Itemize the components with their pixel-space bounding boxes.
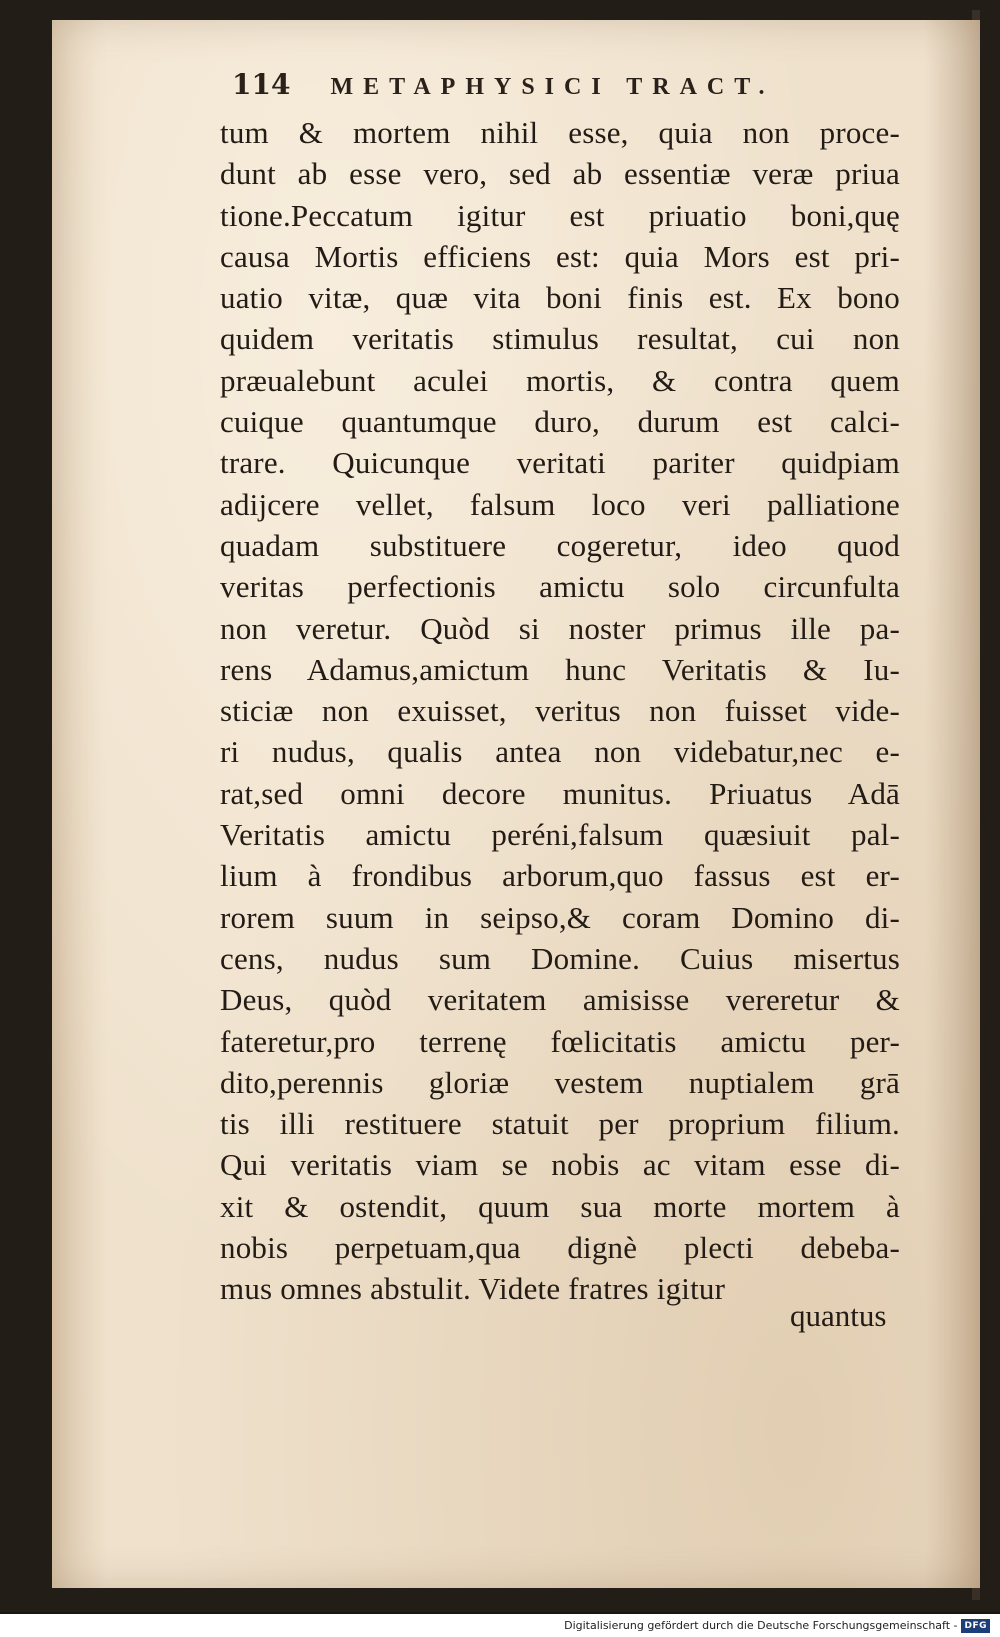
footer-credit-bar bbox=[0, 1614, 1000, 1637]
text-line: adijcere vellet, falsum loco veri palliatione bbox=[220, 486, 900, 522]
text-line: Veritatis amictu peréni,falsum quæsiuit pal- bbox=[220, 817, 900, 853]
text-line: rorem suum in seipso,& coram Domino di- bbox=[220, 899, 900, 935]
text-line: nobis perpetuam,qua dignè plecti debeba- bbox=[220, 1230, 900, 1266]
text-line: tione.Peccatum igitur est priuatio boni,quę bbox=[220, 197, 900, 233]
text-line: ri nudus, qualis antea non videbatur,nec e- bbox=[220, 734, 900, 770]
text-line: dito,perennis gloriæ vestem nuptialem grā bbox=[220, 1064, 900, 1100]
text-line: quadam substituere cogeretur, ideo quod bbox=[220, 527, 900, 563]
text-line: cuique quantumque duro, durum est calci- bbox=[220, 404, 900, 440]
text-line: sticiæ non exuisset, veritus non fuisset vide- bbox=[220, 693, 900, 729]
footer-credit-text: Digitalisierung gefördert durch die Deutsche Forschungsgemeinschaft - bbox=[564, 1619, 958, 1632]
text-line: tis illi restituere statuit per proprium filium. bbox=[220, 1106, 900, 1142]
text-line: dunt ab esse vero, sed ab essentiæ veræ priua bbox=[220, 156, 900, 192]
text-line: mus omnes abstulit. Videte fratres igitur bbox=[220, 1271, 726, 1307]
text-line: rat,sed omni decore munitus. Priuatus Adā bbox=[220, 775, 900, 811]
dfg-logo-icon: DFG bbox=[961, 1619, 990, 1633]
text-line: tum & mortem nihil esse, quia non proce- bbox=[220, 115, 900, 150]
text-line: Qui veritatis viam se nobis ac vitam esse di- bbox=[220, 1147, 900, 1183]
text-line: lium à frondibus arborum,quo fassus est er- bbox=[220, 858, 900, 894]
text-line: xit & ostendit, quum sua morte mortem à bbox=[220, 1188, 900, 1224]
text-line: cens, nudus sum Domine. Cuius misertus bbox=[220, 940, 900, 976]
text-line: non veretur. Quòd si noster primus ille pa- bbox=[220, 610, 900, 646]
text-line: veritas perfectionis amictu solo circunfulta bbox=[220, 569, 900, 605]
text-line: uatio vitæ, quæ vita boni finis est. Ex bono bbox=[220, 280, 900, 316]
text-line: præualebunt aculei mortis, & contra quem bbox=[220, 362, 900, 398]
page-number: 114 bbox=[232, 68, 291, 101]
catchword: quantus bbox=[790, 1298, 887, 1333]
text-line: rens Adamus,amictum hunc Veritatis & Iu- bbox=[220, 651, 900, 687]
text-line: trare. Quicunque veritati pariter quidpiam bbox=[220, 445, 900, 481]
body-text bbox=[220, 112, 900, 1310]
text-line: Deus, quòd veritatem amisisse vereretur & bbox=[220, 982, 900, 1018]
running-head bbox=[232, 68, 852, 108]
text-line: causa Mortis efficiens est: quia Mors est pri- bbox=[220, 238, 900, 274]
running-title: METAPHYSICI TRACT. bbox=[330, 74, 775, 100]
text-line: fateretur,pro terrenę fœlicitatis amictu per- bbox=[220, 1023, 900, 1059]
text-line: quidem veritatis stimulus resultat, cui non bbox=[220, 321, 900, 357]
